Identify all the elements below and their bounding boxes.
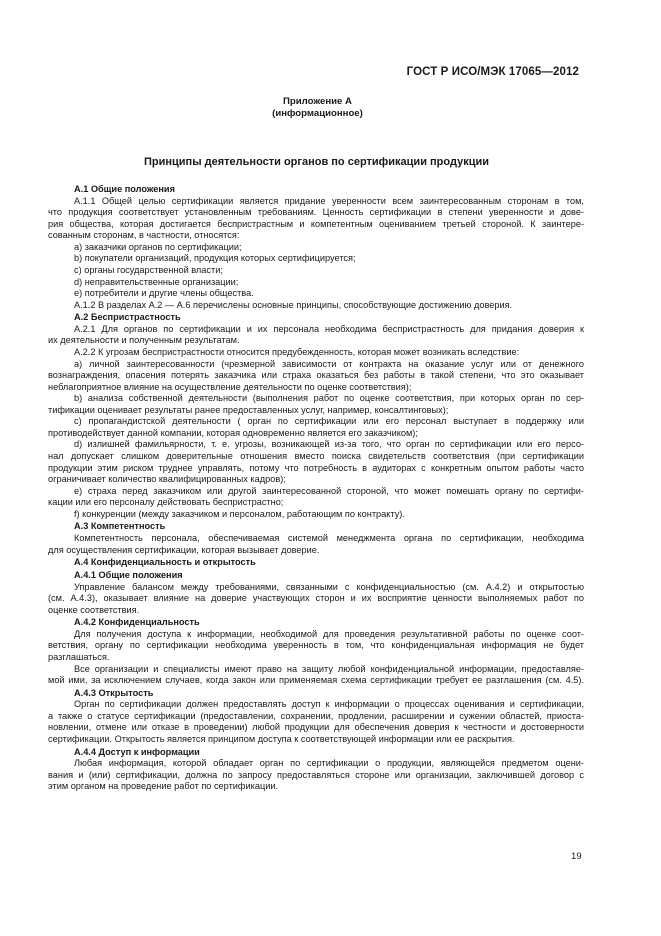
text-line: а) заказчики органов по сертификации; (74, 241, 242, 252)
text-line: вания и (или) сертификации, должна по запросу предоставляться стороне или организации, заключившей договор с (48, 769, 584, 780)
text-line: ограничивает количество квалифицированных кадров); (48, 474, 286, 485)
text-line: для осуществления сертификации, которая вызывает доверие. (48, 544, 320, 555)
section-heading: А.4.2 Конфиденциальность (74, 617, 200, 628)
text-line: что продукция соответствует установленным требованиям. Ценность сертификации в степени уверенности и дове- (48, 207, 584, 218)
text-line: Все организации и специалисты имеют право на защиту любой конфиденциальной информации, предоставляе- (74, 663, 584, 674)
text-line: тификации оценивает результаты ранее предоставленных услуг, например, консалтинговых); (48, 404, 449, 415)
text-line: а также о статусе сертификации (предоставлении, сохранении, продлении, расширении и сужении областей, приоста- (48, 710, 584, 721)
section-heading: А.4.1 Общие положения (74, 569, 183, 580)
section-heading: А.2 Беспристрастность (74, 312, 181, 323)
section-heading: А.3 Компетентность (74, 521, 166, 532)
appendix-subtitle: (информационное) (272, 107, 363, 119)
appendix-heading (0, 96, 661, 119)
text-line: противодействует данной компании, которая одновременно является его заказчиком); (48, 427, 418, 438)
text-line: (см. А.4.3), оказывает влияние на доверие участвующих сторон и их восприятие ценности выполняемых работ по (48, 593, 584, 604)
appendix-main-title: Принципы деятельности органов по сертификации продукции (144, 156, 489, 168)
text-line: е) страха перед заказчиком или другой заинтересованной стороной, что может помешать органу по сертифи- (74, 485, 584, 496)
text-line: А.2.1 Для органов по сертификации и их персонала необходима беспристрастность для придания доверия к (74, 323, 584, 334)
text-line: Для получения доступа к информации, необходимой для проведения результативной работы по оценке соот- (74, 628, 584, 639)
appendix-title: Приложение А (283, 96, 352, 107)
section-heading: А.4.3 Открытость (74, 687, 154, 698)
text-line: разглашаться. (48, 652, 110, 662)
section-heading: А.4.4 Доступ к информации (74, 746, 200, 757)
text-line: а) личной заинтересованности (чрезмерной зависимости от контракта на оказание услуг или от денежного (74, 358, 584, 369)
text-line: их деятельности и полученным результатам. (48, 335, 240, 346)
document-body (48, 183, 584, 793)
text-line: А.1.1 Общей целью сертификации является придание уверенности всем заинтересованным сторонам в том, (74, 195, 584, 206)
text-line: е) потребители и другие члены общества. (74, 288, 254, 299)
text-line: b) покупатели организаций, продукция которых сертифицируется; (74, 253, 356, 264)
text-line: f) конкуренции (между заказчиком и персоналом, работающим по контракту). (74, 508, 405, 519)
page-number: 19 (571, 851, 582, 862)
text-line: d) неправительственные организации; (74, 276, 239, 287)
text-line: с) пропагандистской деятельности ( орган по сертификации или его персонал выступает в поддержку или (74, 416, 584, 427)
text-line: нал допускает слишком доверительные отношения вместо поиска свидетельств соответствия (при сертификации (48, 450, 584, 461)
text-line: ветствия, органу по сертификации необходима уверенность в том, что конфиденциальная информация не будет (48, 640, 584, 651)
text-line: b) анализа собственной деятельности (выполнения работ по оценке соответствия, при которых орган по сер- (74, 393, 584, 404)
text-line: кации или его персоналу действовать беспристрастно; (48, 497, 284, 508)
text-line: этим органом на проведение работ по сертификации. (48, 781, 279, 792)
text-line: мой ими, за исключением случаев, когда закон или применяемая схема сертификации требует ее разглашения (см. 4.5). (48, 675, 584, 686)
text-line: новлении, отмене или отказе в проведении) любой продукции для обеспечения доверия к честности и достоверности (48, 722, 584, 733)
text-line: рия общества, которая достигается беспристрастным и компетентным оцениванием третьей стороной. К заинтере- (48, 218, 584, 229)
text-line: оценке соответствия. (48, 604, 140, 615)
section-heading: А.1 Общие положения (74, 184, 175, 195)
text-line: Орган по сертификации должен предоставлять доступ к информации о процессах оценивания и сертификации, (74, 699, 584, 710)
text-line: неблагоприятное влияние на осуществление деятельности по оценке соответствия); (48, 381, 412, 392)
text-line: А.1.2 В разделах А.2 — А.6 перечислены основные принципы, способствующие достижению доверия. (74, 299, 513, 310)
text-line: сованным сторонам, в частности, относятся: (48, 230, 240, 241)
text-line: d) излишней фамильярности, т. е. угрозы, возникающей из-за того, что орган по сертификации или его персо- (74, 439, 584, 450)
text-line: с) органы государственной власти; (74, 265, 223, 276)
text-line: Управление балансом между требованиями, связанными с конфиденциальностью (см. А.4.2) и открытостью (74, 581, 584, 592)
text-line: А.2.2 К угрозам беспристрастности относится предубежденность, которая может возникать вследствие: (74, 347, 520, 358)
section-heading: А.4 Конфиденциальность и открытость (74, 557, 256, 568)
text-line: вознаграждения, опасения потерять заказчика или страха оказаться без работы в такой степени, что это оказывает (48, 370, 584, 381)
text-line: Компетентность персонала, обеспечиваемая системой менеджмента органа по сертификации, необходима (74, 532, 584, 543)
text-line: Любая информация, которой обладает орган по сертификации о продукции, являющейся предметом оцени- (74, 758, 584, 769)
text-line: продукции этим риском труднее управлять, потому что потребность в аудиторах с конкретным опытом работы часто (48, 462, 584, 473)
standard-designation: ГОСТ Р ИСО/МЭК 17065—2012 (406, 66, 579, 78)
text-line: сертификации. Открытость является принципом доступа к соответствующей информации или ее раскрытия. (48, 734, 515, 745)
